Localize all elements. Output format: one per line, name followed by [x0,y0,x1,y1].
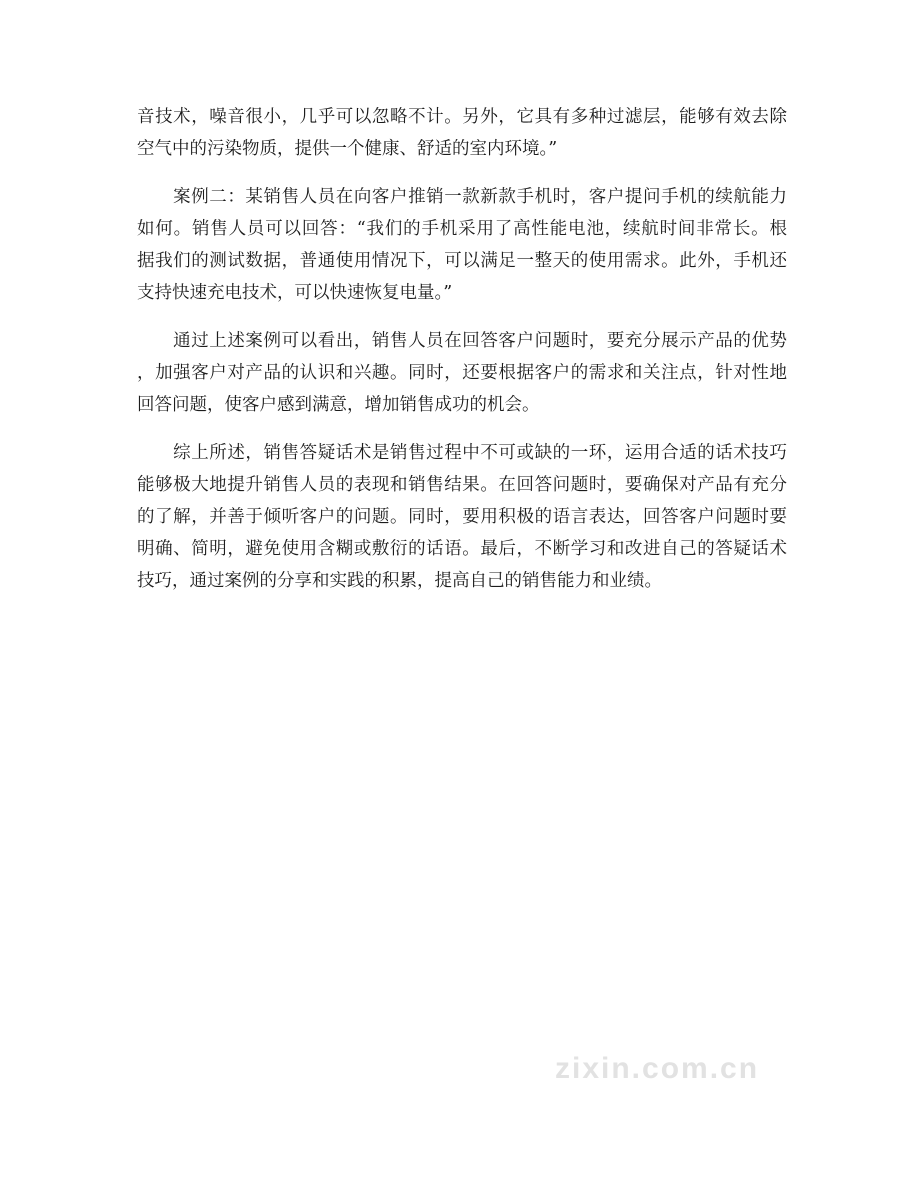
text-line: 能够极大地提升销售人员的表现和销售结果。在回答问题时，要确保对产品有充分 [137,475,787,495]
text-line: 明确、简明，避免使用含糊或敷衍的话语。最后，不断学习和改进自己的答疑话术 [137,539,787,559]
paragraph-case-two [137,181,787,309]
text-line: ，加强客户对产品的认识和兴趣。同时，还要根据客户的需求和关注点，针对性地 [137,363,787,383]
text-line: 据我们的测试数据，普通使用情况下，可以满足一整天的使用需求。此外，手机还 [137,251,787,271]
paragraph-1 [137,101,787,165]
watermark: zixin.com.cn [555,1052,760,1085]
text-line: 综上所述，销售答疑话术是销售过程中不可或缺的一环，运用合适的话术技巧 [137,443,787,463]
text-line: 回答问题，使客户感到满意，增加销售成功的机会。 [137,395,540,415]
text-line: 音技术，噪音很小，几乎可以忽略不计。另外，它具有多种过滤层，能够有效去除 [137,107,787,127]
document-body [137,101,787,613]
paragraph-summary [137,437,787,597]
text-line: 通过上述案例可以看出，销售人员在回答客户问题时，要充分展示产品的优势 [137,331,787,351]
text-line: 如何。销售人员可以回答：“我们的手机采用了高性能电池，续航时间非常长。根 [137,219,787,239]
text-line: 空气中的污染物质，提供一个健康、舒适的室内环境。” [137,139,558,159]
text-line: 案例二：某销售人员在向客户推销一款新款手机时，客户提问手机的续航能力 [137,187,787,207]
text-line: 的了解，并善于倾听客户的问题。同时，要用积极的语言表达，回答客户问题时要 [137,507,787,527]
text-line: 支持快速充电技术，可以快速恢复电量。” [137,283,453,303]
text-line: 技巧，通过案例的分享和实践的积累，提高自己的销售能力和业绩。 [137,571,662,591]
paragraph-analysis [137,325,787,421]
